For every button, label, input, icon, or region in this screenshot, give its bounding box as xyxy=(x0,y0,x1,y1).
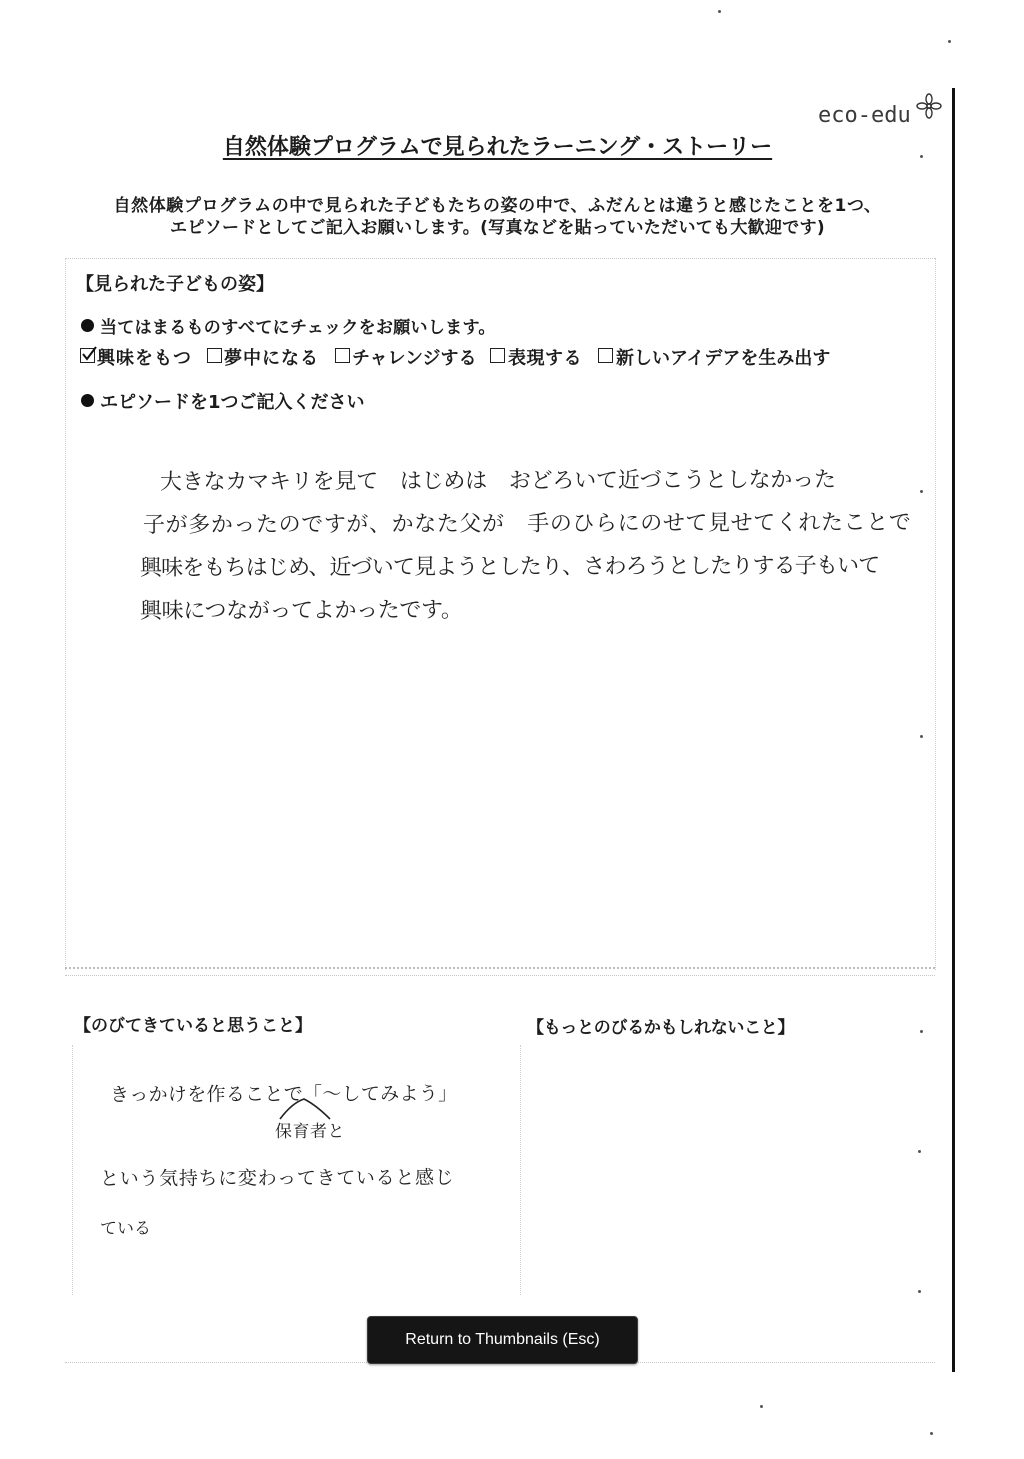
checkbox-icon xyxy=(80,348,95,363)
scan-speck xyxy=(920,735,923,738)
scan-speck xyxy=(718,10,721,13)
episode-line: 興味につながってよかったです。 xyxy=(139,597,463,624)
section-divider-shadow xyxy=(65,975,935,976)
page-title xyxy=(0,134,995,162)
potential-heading: 【もっとのびるかもしれないこと】 xyxy=(527,1018,795,1038)
growing-line: ている xyxy=(99,1218,152,1239)
scan-speck xyxy=(930,1432,933,1435)
page-title-text: 自然体験プログラムで見られたラーニング・ストーリー xyxy=(222,135,773,160)
check-instruction: 当てはまるものすべてにチェックをお願いします。 xyxy=(100,318,496,338)
growing-line: という気持ちに変わってきていると感じ xyxy=(99,1166,455,1190)
intro-line-1: 自然体験プログラムの中で見られた子どもたちの姿の中で、ふだんとは違うと感じたことを1つ、 xyxy=(113,196,882,216)
option-label: 表現する xyxy=(508,348,582,369)
episode-line: 興味をもちはじめ、近づいて見ようとしたり、さわろうとしたりする子もいて xyxy=(139,553,880,581)
return-to-thumbnails-button[interactable]: Return to Thumbnails (Esc) xyxy=(367,1316,638,1364)
checkbox-icon xyxy=(598,348,613,363)
checkbox-icon xyxy=(335,348,350,363)
form-border-left xyxy=(65,258,66,970)
scan-edge-line xyxy=(952,88,955,1372)
scan-speck xyxy=(948,40,951,43)
scan-speck xyxy=(920,490,923,493)
growing-insertion: 保育者と xyxy=(274,1121,346,1142)
scan-speck xyxy=(918,1290,921,1293)
intro-line-2: エピソードとしてご記入お願いします。(写真などを貼っていただいても大歓迎です) xyxy=(170,218,825,238)
bullet-icon xyxy=(81,394,94,407)
scan-speck xyxy=(920,1030,923,1033)
form-border-top xyxy=(65,258,935,259)
episode-instruction: エピソードを1つご記入ください xyxy=(100,392,365,413)
option-label: チャレンジする xyxy=(352,348,477,369)
bullet-icon xyxy=(81,319,94,332)
flower-icon xyxy=(916,93,942,119)
growing-box-left-border xyxy=(72,1045,73,1295)
option-label: 新しいアイデアを生み出す xyxy=(616,348,831,369)
scan-speck xyxy=(918,1150,921,1153)
option-label: 興味をもつ xyxy=(97,348,192,369)
bottom-sections-divider xyxy=(520,1045,521,1295)
option-label: 夢中になる xyxy=(224,348,319,369)
form-border-right xyxy=(935,258,936,970)
episode-line: 大きなカマキリを見て はじめは おどろいて近づこうとしなかった xyxy=(159,467,836,495)
scan-speck xyxy=(920,155,923,158)
episode-line: 子が多かったのですが、かなた父が 手のひらにのせて見せてくれたことで xyxy=(142,510,912,538)
growing-heading: 【のびてきていると思うこと】 xyxy=(74,1016,312,1036)
checkbox-icon xyxy=(490,348,505,363)
section-divider xyxy=(65,967,935,969)
observed-heading: 【見られた子どもの姿】 xyxy=(76,274,274,295)
eco-edu-logo-text: eco-edu xyxy=(818,103,911,128)
growing-line: きっかけを作ることで「〜してみよう」 xyxy=(109,1082,458,1106)
checkbox-icon xyxy=(207,348,222,363)
scan-speck xyxy=(760,1405,763,1408)
